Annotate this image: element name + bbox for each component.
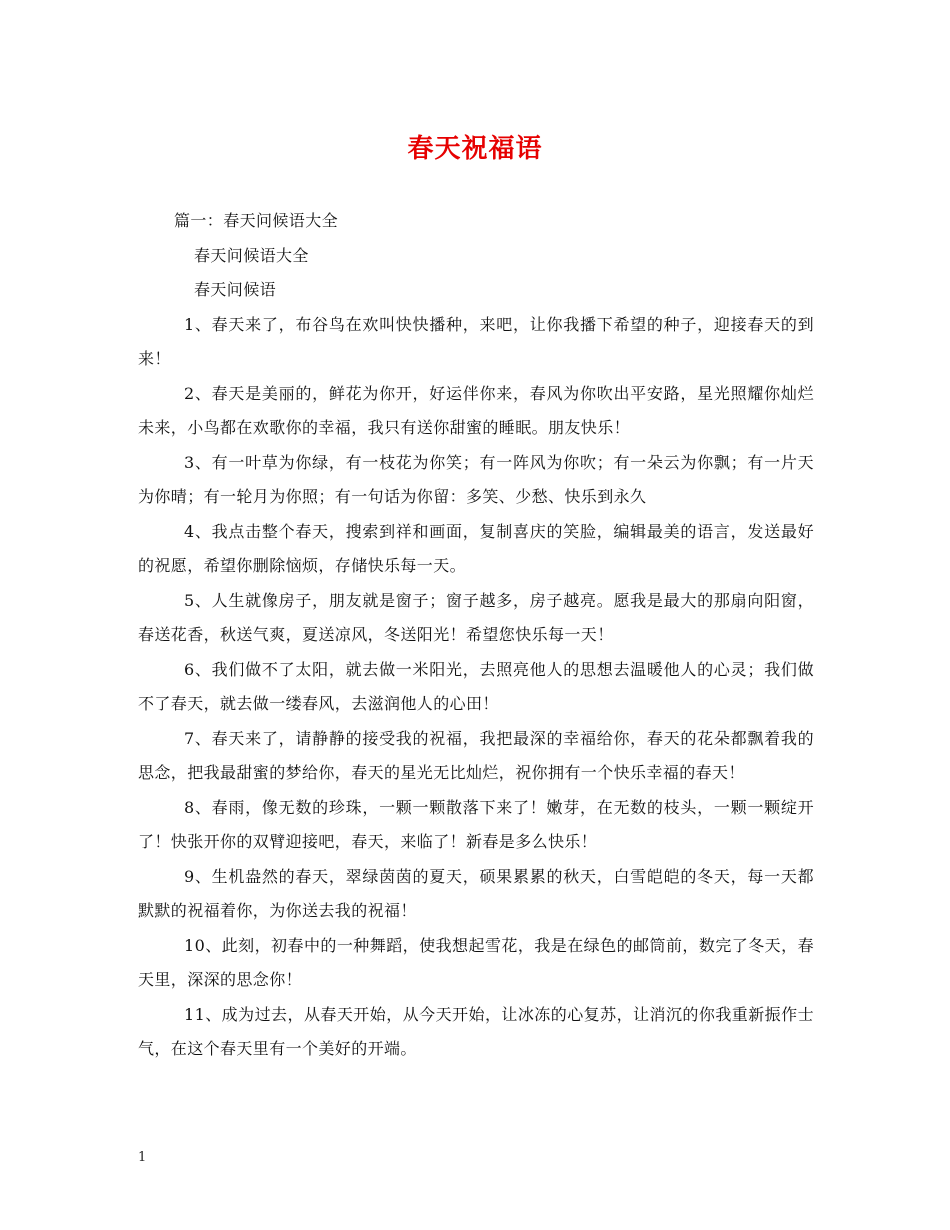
subheading: 春天问候语大全: [194, 245, 309, 265]
greeting-item-1: 1、春天来了，布谷鸟在欢叫快快播种，来吧，让你我播下希望的种子，迎接春天的到来！: [138, 314, 814, 368]
section-heading: 篇一：春天问候语大全: [174, 211, 339, 230]
greeting-item-5: 5、人生就像房子，朋友就是窗子；窗子越多，房子越亮。愿我是最大的那扇向阳窗，春送花香，秋送气爽，夏送凉风，冬送阳光！希望您快乐每一天！: [138, 590, 814, 644]
greeting-item-8: 8、春雨，像无数的珍珠，一颗一颗散落下来了！嫩芽，在无数的枝头，一颗一颗绽开了！快张开你的双臂迎接吧，春天，来临了！新春是多么快乐！: [138, 797, 814, 851]
page-number: 1: [138, 1150, 147, 1165]
greeting-item-7: 7、春天来了，请静静的接受我的祝福，我把最深的幸福给你，春天的花朵都飘着我的思念，把我最甜蜜的梦给你，春天的星光无比灿烂，祝你拥有一个快乐幸福的春天！: [138, 728, 814, 782]
greeting-item-4: 4、我点击整个春天，搜索到祥和画面，复制喜庆的笑脸，编辑最美的语言，发送最好的祝愿，希望你删除恼烦，存储快乐每一天。: [138, 521, 814, 575]
greeting-item-11: 11、成为过去，从春天开始，从今天开始，让冰冻的心复苏，让消沉的你我重新振作士气，在这个春天里有一个美好的开端。: [138, 1004, 814, 1058]
greeting-item-6: 6、我们做不了太阳，就去做一米阳光，去照亮他人的思想去温暖他人的心灵；我们做不了春天，就去做一缕春风，去滋润他人的心田！: [138, 659, 814, 713]
document-body: [138, 204, 814, 1067]
greeting-item-2: 2、春天是美丽的，鲜花为你开，好运伴你来，春风为你吹出平安路，星光照耀你灿烂未来，小鸟都在欢歌你的幸福，我只有送你甜蜜的睡眠。朋友快乐！: [138, 383, 814, 437]
greeting-item-10: 10、此刻，初春中的一种舞蹈，使我想起雪花，我是在绿色的邮筒前，数完了冬天，春天里，深深的思念你！: [138, 935, 814, 989]
greeting-item-9: 9、生机盎然的春天，翠绿茵茵的夏天，硕果累累的秋天，白雪皑皑的冬天，每一天都默默的祝福着你，为你送去我的祝福！: [138, 866, 814, 920]
page-title: 春天祝福语: [407, 134, 543, 164]
greeting-item-3: 3、有一叶草为你绿，有一枝花为你笑；有一阵风为你吹；有一朵云为你飘；有一片天为你晴；有一轮月为你照；有一句话为你留：多笑、少愁、快乐到永久: [138, 452, 814, 506]
subheading: 春天问候语: [194, 280, 277, 299]
